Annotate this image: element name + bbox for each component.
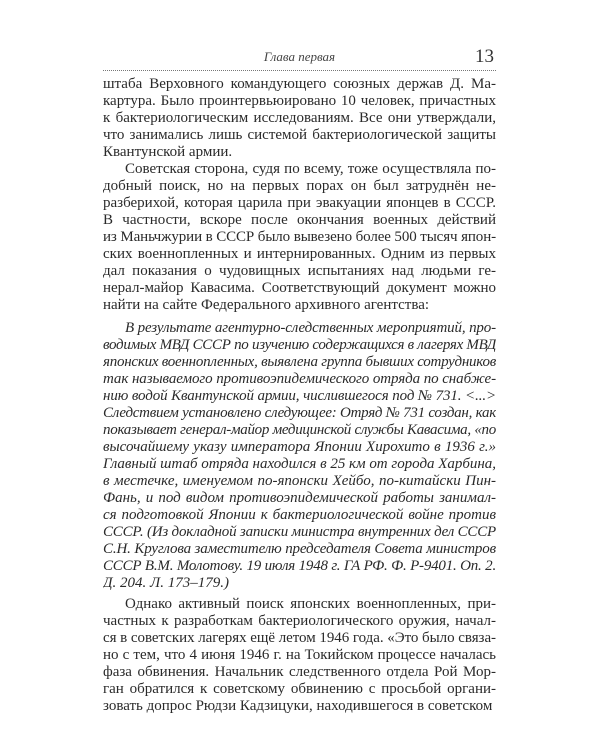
text-line: в местечке, именуемом по-японски Хейбо, по-китайски Пин- [103,473,496,489]
chapter-title: Глава первая [263,49,336,64]
text-line: добный поиск, но на первых порах он был затруднён не- [103,178,496,194]
text-line: В результате агентурно-следственных мероприятий, про- [125,320,496,336]
text-line: ских военнопленных и интернированных. Одним из первых [103,246,496,262]
text-line: Советская сторона, судя по всему, тоже осуществляла по- [125,161,496,177]
running-header [103,46,496,71]
paragraph-3 [103,596,496,715]
text-line: так называемого противоэпидемического отряда по снабже- [103,371,496,387]
text-line: штаба Верховного командующего союзных держав Д. Ма- [103,76,496,92]
text-line: разберихой, которая царила при эвакуации японцев в СССР. [103,195,496,211]
text-line: Следствием установлено следующее: Отряд № 731 создан, как [103,405,496,421]
text-line: дал показания о чудовищных испытаниях над людьми ге- [103,263,496,279]
text-line: В частности, вскоре после окончания военных действий [103,212,496,228]
text-line: ган обратился к советскому обвинению с просьбой органи- [103,681,496,697]
paragraph-1 [103,76,496,161]
text-line: японских военнопленных, выявлена группа бывших сотрудников [103,354,496,370]
text-line: С.Н. Круглова заместителю председателя Совета министров [103,541,496,557]
paragraph-2 [103,161,496,314]
page-body [103,76,496,715]
text-line: нерал-майор Кавасима. Соответствующий документ можно [103,280,496,296]
text-line: высочайшему указу императора Японии Хирохито в 1936 г.» [103,439,496,455]
text-line: но с тем, что 4 июня 1946 г. на Токийском процессе началась [103,647,496,663]
text-line: картура. Было проинтервьюировано 10 человек, причастных [103,93,496,109]
text-line: ся подготовкой Японии к бактериологической войне против [103,507,496,523]
text-line: Главный штаб отряда находился в 25 км от города Харбина, [103,456,496,472]
text-line: Фань, и под видом противоэпидемической работы занимал- [103,490,496,506]
text-line: водимых МВД СССР по изучению содержащихся в лагерях МВД [103,337,496,353]
text-line: из Маньчжурии в СССР было вывезено более 500 тысяч япон- [103,229,496,245]
text-line: к бактериологическим исследованиям. Все они утверждали, [103,110,496,126]
text-line: СССР В.М. Молотову. 19 июля 1948 г. ГА РФ. Ф. Р-9401. Оп. 2. [103,558,496,574]
text-line: частных к разработкам бактериологического оружия, начал- [103,613,496,629]
text-line: что занимались лишь системой бактериологической защиты [103,127,496,143]
text-line: Однако активный поиск японских военнопленных, при- [125,596,496,612]
text-line: показывает генерал-майор медицинской службы Кавасима, «по [103,422,496,438]
page-number: 13 [475,46,494,67]
text-line: зовать допрос Рюдзи Кадзицуки, находившегося в советском [103,698,493,714]
text-line: ся в советских лагерях ещё летом 1946 года. «Это было связа- [103,630,496,646]
text-line: Квантунской армии. [103,144,233,160]
text-line: СССР. (Из докладной записки министра внутренних дел СССР [103,524,496,540]
text-line: Д. 204. Л. 173–179.) [103,575,229,591]
archive-quote [103,320,496,592]
text-line: фаза обвинения. Начальник следственного отдела Рой Мор- [103,664,496,680]
text-line: найти на сайте Федерального архивного агентства: [103,297,430,313]
text-line: нию водой Квантунской армии, числившегося под № 731. <...> [103,388,496,404]
